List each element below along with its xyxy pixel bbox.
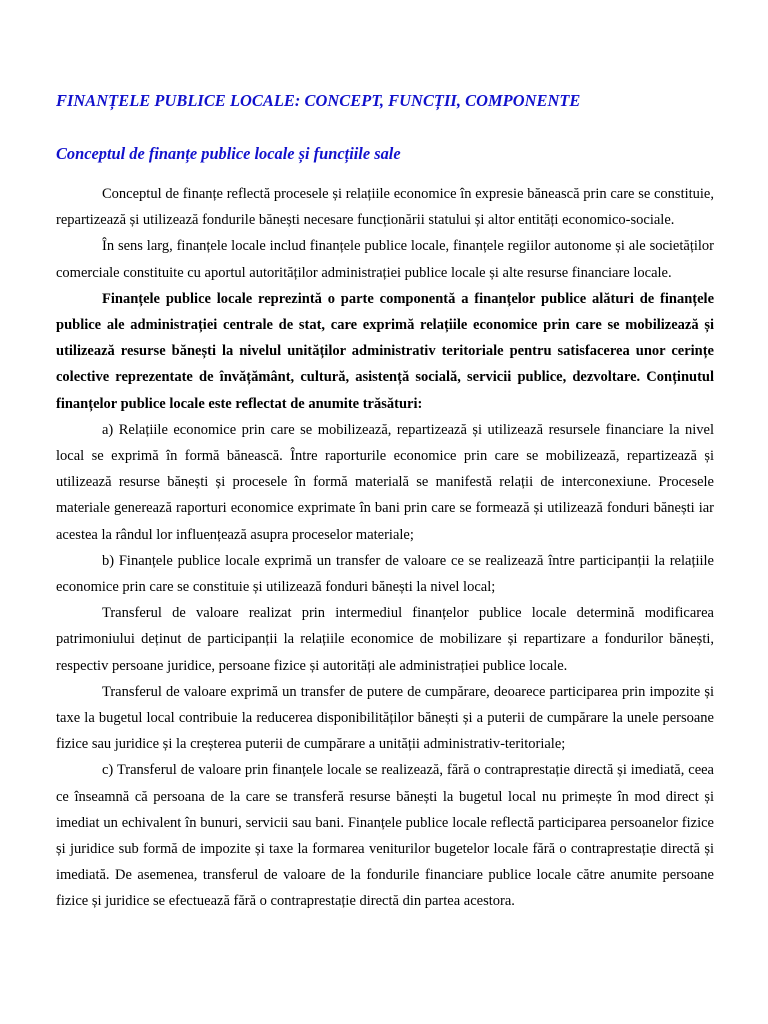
paragraph-trait-b: b) Finanțele publice locale exprimă un transfer de valoare ce se realizează între participanții la relațiile economice prin care se constituie și utilizează fonduri bănești la nivel local; xyxy=(56,552,714,596)
document-body xyxy=(56,181,714,915)
paragraph-trait-a: a) Relațiile economice prin care se mobilizează, repartizează și utilizează resursele financiare la nivel local se exprimă în formă bănească. Între raporturile economice prin care se mobilizează, repartizează și utilizează resurse bănești și procesele în formă materială se manifestă relații de interconexiune. Procesele materiale generează raporturi economice exprimate în bani prin care se formează și utilizează fonduri bănești iar acestea la rândul lor influențează asupra proceselor materiale; xyxy=(56,421,714,543)
paragraph-definition: Finanțele publice locale reprezintă o parte componentă a finanțelor publice alături de finanțele publice ale administrației centrale de stat, care exprimă relațiile economice prin care se mobilizează și utilizează resurse bănești la nivelul unităților administrativ teritoriale pentru satisfacerea unor cerințe colective reprezentate de învățământ, cultură, asistență socială, servicii publice, dezvoltare. Conținutul finanțelor publice locale este reflectat de anumite trăsături: xyxy=(56,290,714,412)
paragraph-value-transfer: Transferul de valoare realizat prin intermediul finanțelor publice locale determină modificarea patrimoniului deținut de participanții la relațiile economice de mobilizare și repartizare a fondurilor bănești, respectiv persoane juridice, persoane fizice și autorități ale administrației publice locale. xyxy=(56,605,714,674)
paragraph-concept: Conceptul de finanțe reflectă procesele și relațiile economice în expresie bănească prin care se constituie, repartizează și utilizează fondurile bănești necesare funcționării statului și altor entități economico-sociale. xyxy=(56,186,714,229)
section-title: Conceptul de finanțe publice locale și funcțiile sale xyxy=(56,144,401,163)
paragraph-broad-sense: În sens larg, finanțele locale includ finanțele publice locale, finanțele regiilor autonome și ale societăților comerciale constituite cu aportul autorităților administrației publice locale și alte resurse financiare locale. xyxy=(56,238,714,281)
paragraph-purchasing-power: Transferul de valoare exprimă un transfer de putere de cumpărare, deoarece participarea prin impozite și taxe la bugetul local contribuie la reducerea disponibilităților bănești și a puterii de cumpărare la unele persoane fizice sau juridice și la creșterea puterii de cumpărare a unității administrativ-teritoriale; xyxy=(56,683,714,753)
paragraph-trait-c: c) Transferul de valoare prin finanțele locale se realizează, fără o contraprestație directă și imediată, ceea ce înseamnă că persoana de la care se transferă resurse bănești la bugetul local nu primește în mod direct și imediat un echivalent în bunuri, servicii sau bani. Finanțele publice locale reflectă participarea persoanelor fizice și juridice sub formă de impozite și taxe la formarea veniturilor bugetelor locale fără o contraprestație directă și imediată. De asemenea, transferul de valoare de la fondurile financiare publice locale către anumite persoane fizice și juridice se efectuează fără o contraprestație directă din partea acestora. xyxy=(56,762,714,910)
document-title: FINANȚELE PUBLICE LOCALE: CONCEPT, FUNCȚII, COMPONENTE xyxy=(56,91,581,110)
